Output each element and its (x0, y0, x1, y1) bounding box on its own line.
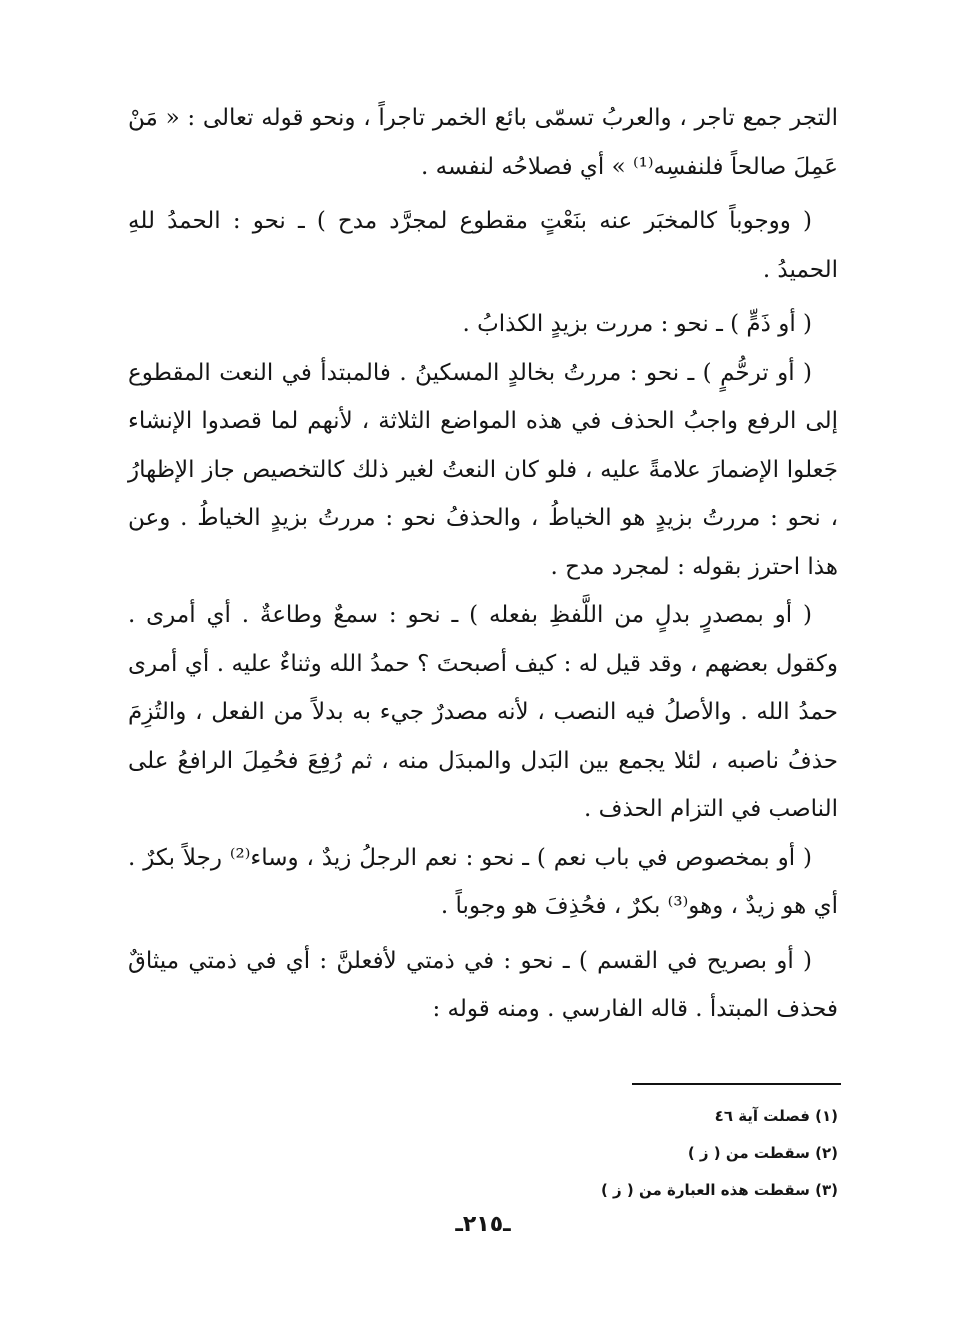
paragraph-2: ( ووجوباً كالمخبَر عنه بنَعْتٍ مقطوع لمجرَّد مدح ) ـ نحو : الحمدُ للهِ الحميدُ . (128, 208, 838, 283)
paragraph-5: ( أو بمصدرٍ بدلٍ من اللَّفظِ بفعله ) ـ نحو : سمعٌ وطاعةٌ . أي أمرى . وكقول بعضهم ، وقد قيل له : كيف أصبحتَ ؟ حمدُ الله وثناءٌ عليه . أي أمرى حمدُ الله . والأصلُ فيه النصب ، لأنه مصدرٌ جيء به بدلاً من الفعل ، والتُزِمَ حذفُ ناصبه ، لئلا يجمع بين البَدل والمبدَل منه ، ثم رُفِعَ فحُمِلَ الرافعُ على الناصب في التزام الحذف . (128, 602, 838, 822)
footnote-2: (٢) سقطت من ( ز ) (687, 1144, 838, 1162)
paragraph-6: ( أو بمخصوص في باب نعم ) ـ نحو : نعم الرجلُ زيدٌ ، وساء⁽²⁾ رجلاً بكرٌ . أي هو زيدٌ ، وهو⁽³⁾ بكرٌ ، فحُذِفَ هو وجوباً . (128, 844, 838, 919)
footnote-divider (632, 1083, 841, 1085)
footnotes (400, 1098, 838, 1209)
paragraph-7: ( أو بصريح في القسم ) ـ نحو : في ذمتي لأفعلنَّ : أي في ذمتي ميثاقٌ فحذف المبتدأ . قاله الفارسي . ومنه قوله : (128, 947, 838, 1022)
paragraph-1: التجر جمع تاجر ، والعربُ تسمّى بائع الخمر تاجراً ، ونحو قوله تعالى : « مَنْ عَمِلَ صالحاً فلنفسِه⁽¹⁾ » أي فصلاحُه لنفسه . (128, 105, 838, 180)
paragraph-3: ( أو ذَمٍّ ) ـ نحو : مررت بزيدٍ الكذابُ . (462, 311, 812, 337)
footnote-1: (١) فصلت آية ٤٦ (714, 1107, 838, 1125)
main-text-block (128, 94, 838, 1034)
page-number: ـ٢١٥ـ (455, 1212, 511, 1237)
paragraph-4: ( أو ترحُّمٍ ) ـ نحو : مررتُ بخالدٍ المسكينُ . فالمبتدأ في النعت المقطوع إلى الرفع واجبُ الحذف في هذه المواضع الثلاثة ، لأنهم لما قصدوا الإنشاء جَعلوا الإضمارَ علامةً عليه ، فلو كان النعتُ لغير ذلك كالتخصيص جاز الإظهارُ ، نحو : مررتُ بزيدٍ هو الخياطُ ، والحذفُ نحو : مررتُ بزيدٍ الخياطُ . وعن هذا احترز بقوله : لمجرد مدح . (128, 359, 838, 580)
footnote-3: (٣) سقطت هذه العبارة من ( ز ) (600, 1181, 838, 1199)
